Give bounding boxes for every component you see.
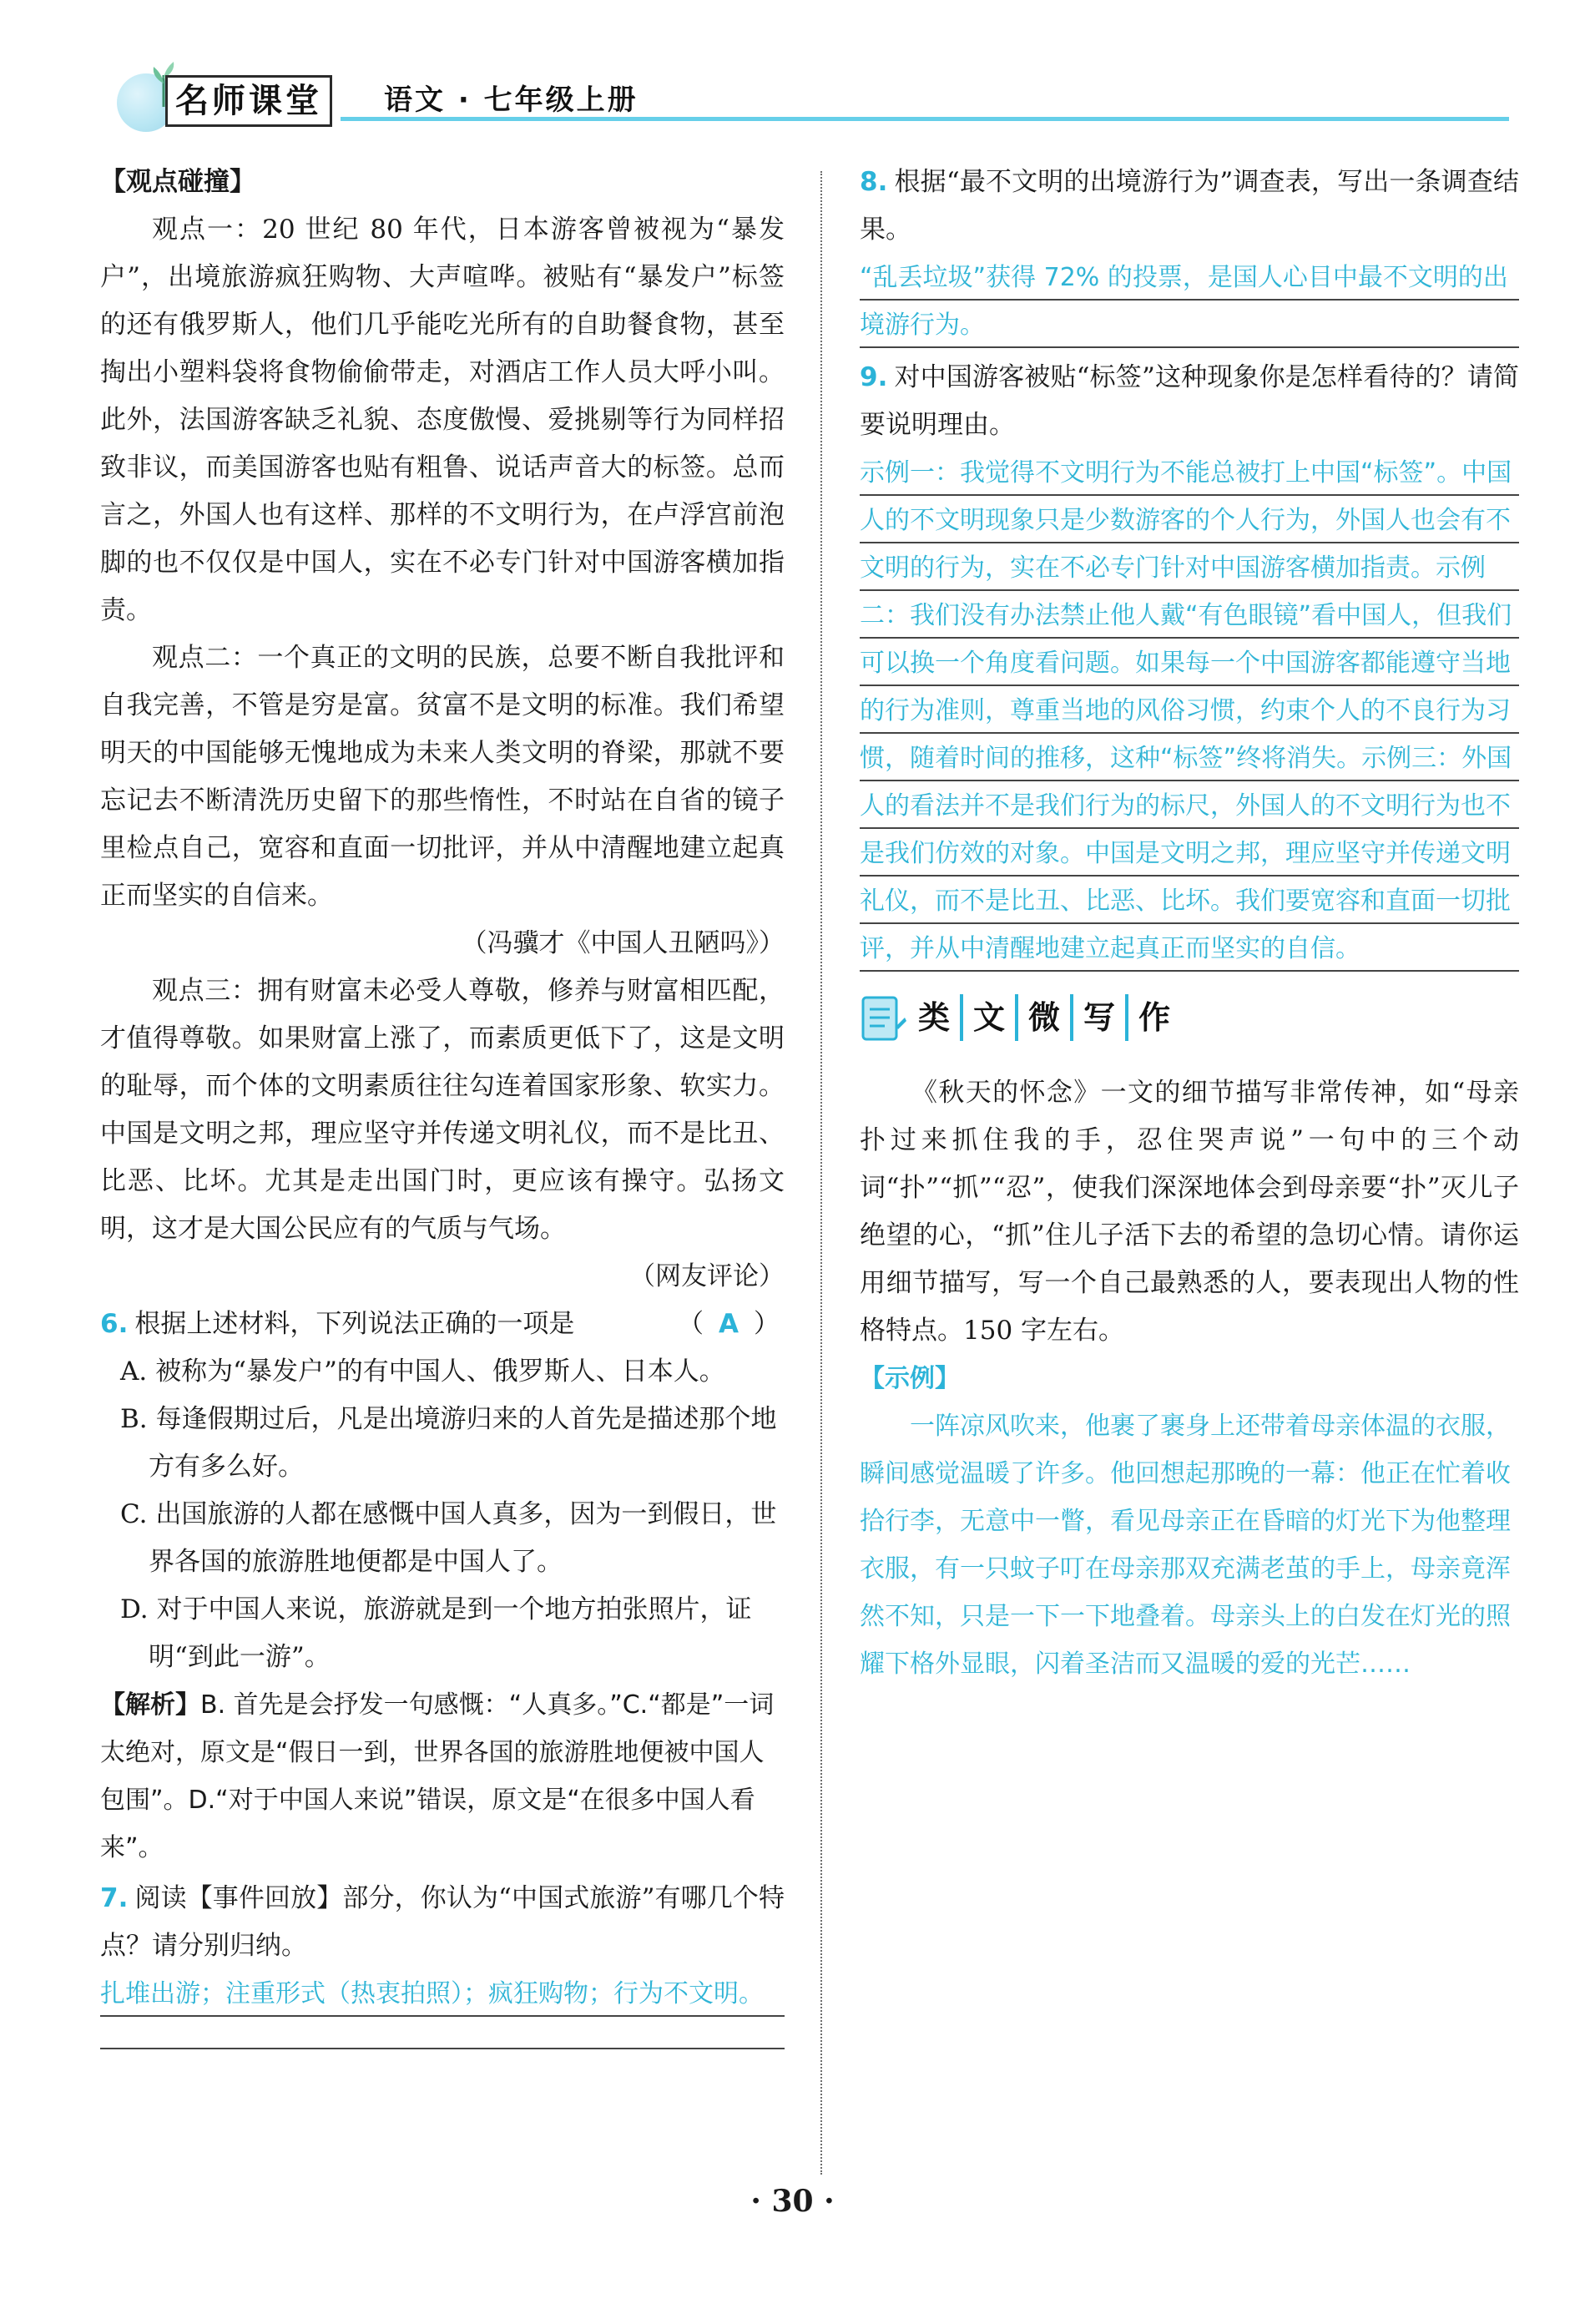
right-column [860, 159, 1519, 1688]
answer-choice: A [719, 1309, 739, 1339]
analysis-text: B. 首先是会抒发一句感慨：“人真多。”C.“都是”一词太绝对，原文是“假日一到，世界各国的旅游胜地便被中国人包围”。D.“对于中国人来说”错误，原文是“在很多中国人看来”。 [100, 1690, 775, 1862]
example-tag: 【示例】 [860, 1364, 960, 1393]
example-text: 一阵凉风吹来，他裹了裹身上还带着母亲体温的衣服，瞬间感觉温暖了许多。他回想起那晚的一幕：他正在忙着收拾行李，无意中一瞥，看见母亲正在昏暗的灯光下为他整理衣服，有一只蚊子叮在母亲那双充满老茧的手上，母亲竟浑然不知，只是一下一下地叠着。母亲头上的白发在灯光的照耀下格外显眼，闪着圣洁而又温暖的爱的光芒…… [860, 1412, 1511, 1679]
answer-paren-open: （ [678, 1309, 704, 1339]
question-9 [860, 354, 1519, 973]
viewpoint-three: 观点三：拥有财富未必受人尊敬，修养与财富相匹配，才值得尊敬。如果财富上涨了，而素质更低下了，这是文明的耻辱，而个体的文明素质往往勾连着国家形象、软实力。中国是文明之邦，理应坚守并传递文明礼仪，而不是比丑、比恶、比坏。尤其是走出国门时，更应该有操守。弘扬文明，这才是大国公民应有的气质与气场。 [100, 976, 785, 1244]
answer-text: 扎堆出游；注重形式（热衷拍照）；疯狂购物；行为不文明。 [100, 1970, 785, 2018]
question-text: 对中国游客被贴“标签”这种现象你是怎样看待的？请简要说明理由。 [860, 362, 1519, 440]
option-b: B. 每逢假期过后，凡是出境游归来的人首先是描述那个地方有多么好。 [120, 1404, 777, 1482]
question-stem [860, 159, 1519, 254]
answer-text: “乱丢垃圾”获得 72% 的投票，是国人心目中最不文明的出境游行为。 [860, 254, 1519, 349]
question-stem [100, 1875, 785, 1970]
notepad-icon [860, 993, 908, 1043]
column-divider [820, 171, 822, 2175]
section-header [860, 988, 1519, 1053]
answer-text: 示例一：我觉得不文明行为不能总被打上中国“标签”。中国人的不文明现象只是少数游客的个人行为，外国人也会有不文明的行为，实在不必专门针对中国游客横加指责。示例二：我们没有办法禁止他人戴“有色眼镜”看中国人，但我们可以换一个角度看问题。如果每一个中国游客都能遵守当地的行为准则，尊重当地的风俗习惯，约束个人的不良行为习惯，随着时间的推移，这种“标签”终将消失。示例三：外国人的看法并不是我们行为的标尺，外国人的不文明行为也不是我们仿效的对象。中国是文明之邦，理应坚守并传递文明礼仪，而不是比丑、比恶、比坏。我们要宽容和直面一切批评，并从中清醒地建立起真正而坚实的自信。 [860, 449, 1519, 973]
answer-paren-close: ） [754, 1309, 780, 1339]
section-title-char: 类 [918, 999, 951, 1036]
page-header [100, 58, 1536, 134]
answer-blank-line [100, 2048, 785, 2049]
question-text: 阅读【事件回放】部分，你认为“中国式旅游”有哪几个特点？请分别归纳。 [100, 1883, 785, 1961]
question-stem [100, 1301, 785, 1348]
question-7 [100, 1875, 785, 2049]
source-citation: （网友评论） [629, 1261, 785, 1291]
question-number: 7. [100, 1883, 129, 1913]
option-a: A. 被称为“暴发户”的有中国人、俄罗斯人、日本人。 [120, 1357, 725, 1387]
viewpoint-two: 观点二：一个真正的文明的民族，总要不断自我批评和自我完善，不管是穷是富。贫富不是文明的标准。我们希望明天的中国能够无愧地成为未来人类文明的脊梁，那就不要忘记去不断清洗历史留下的那些惰性，不时站在自省的镜子里检点自己，宽容和直面一切批评，并从中清醒地建立起真正而坚实的自信来。 [100, 643, 785, 911]
source-citation: （冯骥才《中国人丑陋吗》） [461, 928, 785, 958]
question-number: 8. [860, 167, 888, 197]
question-text: 根据上述材料，下列说法正确的一项是 [134, 1309, 575, 1339]
page-number: · 30 · [750, 2184, 835, 2219]
question-text: 根据“最不文明的出境游行为”调查表，写出一条调查结果。 [860, 167, 1519, 245]
section-title-char: 微 [1015, 994, 1070, 1041]
option-c: C. 出国旅游的人都在感慨中国人真多，因为一到假日，世界各国的旅游胜地便都是中国人了。 [120, 1499, 777, 1577]
question-number: 9. [860, 362, 888, 392]
question-8 [860, 159, 1519, 349]
question-number: 6. [100, 1309, 129, 1339]
writing-prompt: 《秋天的怀念》一文的细节描写非常传神，如“母亲扑过来抓住我的手，忍住哭声说”一句中的三个动词“扑”“抓”“忍”，使我们深深地体会到母亲要“扑”灭儿子绝望的心，“抓”住儿子活下去的希望的急切心情。请你运用细节描写，写一个自己最熟悉的人，要表现出人物的性格特点。150 字左右。 [860, 1078, 1519, 1346]
analysis [100, 1681, 785, 1872]
book-title: 语文 · 七年级上册 [384, 83, 639, 117]
analysis-tag: 【解析】 [100, 1690, 200, 1720]
viewpoint-one: 观点一：20 世纪 80 年代，日本游客曾被视为“暴发户”，出境旅游疯狂购物、大声喧哗。被贴有“暴发户”标签的还有俄罗斯人，他们几乎能吃光所有的自助餐食物，甚至掏出小塑料袋将食物偷偷带走，对酒店工作人员大呼小叫。此外，法国游客缺乏礼貌、态度傲慢、爱挑剔等行为同样招致非议，而美国游客也贴有粗鲁、说话声音大的标签。总而言之，外国人也有这样、那样的不文明行为，在卢浮宫前泡脚的也不仅仅是中国人，实在不必专门针对中国游客横加指责。 [100, 215, 785, 625]
brand-logo: 名师课堂 [165, 75, 332, 127]
section-title-char: 作 [1125, 994, 1180, 1041]
question-6 [100, 1301, 785, 1872]
section-title-char: 文 [960, 994, 1015, 1041]
option-d: D. 对于中国人来说，旅游就是到一个地方拍张照片，证明“到此一游”。 [120, 1594, 752, 1672]
section-title [918, 994, 1180, 1041]
section-title: 【观点碰撞】 [100, 167, 255, 197]
section-title-char: 写 [1070, 994, 1125, 1041]
left-column [100, 159, 785, 2049]
question-stem [860, 354, 1519, 449]
